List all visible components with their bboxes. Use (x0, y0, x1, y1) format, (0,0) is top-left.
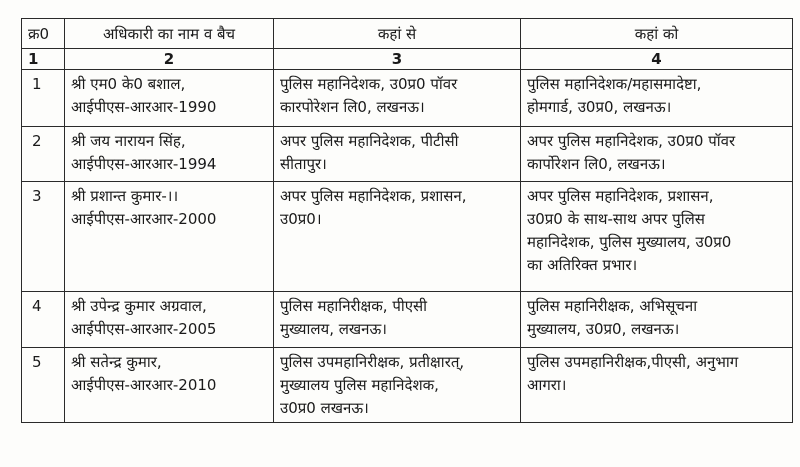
to-line: पुलिस महानिरीक्षक, अभिसूचना (527, 297, 698, 315)
from-line: पुलिस महानिरीक्षक, पीएसी (280, 297, 428, 315)
serial-cell: 5 (22, 348, 65, 423)
name-line: श्री सतेन्द्र कुमार, (71, 353, 162, 371)
name-cell (65, 70, 274, 127)
from-line: पुलिस उपमहानिरीक्षक, प्रतीक्षारत्, (280, 353, 465, 371)
column-number: 2 (65, 49, 274, 70)
from-cell (274, 292, 521, 348)
table-row (22, 127, 793, 182)
name-cell (65, 127, 274, 182)
to-cell (521, 292, 793, 348)
name-line: श्री जय नारायन सिंह, (71, 132, 186, 150)
name-line: श्री एम0 के0 बशाल, (71, 75, 186, 93)
header-row (22, 19, 793, 49)
from-line: सीतापुर। (280, 155, 327, 173)
from-line: उ0प्र0 लखनऊ। (280, 399, 369, 417)
from-line: मुख्यालय, लखनऊ। (280, 320, 387, 338)
serial-cell: 2 (22, 127, 65, 182)
column-number: 3 (274, 49, 521, 70)
from-line: अपर पुलिस महानिदेशक, पीटीसी (280, 132, 459, 150)
to-line: होमगार्ड, उ0प्र0, लखनऊ। (527, 98, 672, 116)
transfer-table (21, 18, 793, 423)
table-row (22, 348, 793, 423)
table-row (22, 182, 793, 292)
name-line: आईपीएस-आरआर-1994 (71, 155, 217, 173)
from-cell (274, 127, 521, 182)
header-serial: क्र0 (22, 19, 65, 49)
from-line: अपर पुलिस महानिदेशक, प्रशासन, (280, 187, 467, 205)
name-line: श्री प्रशान्त कुमार-।। (71, 187, 179, 205)
name-line: आईपीएस-आरआर-2000 (71, 210, 217, 228)
column-number: 4 (521, 49, 793, 70)
from-line: पुलिस महानिदेशक, उ0प्र0 पॉवर (280, 75, 458, 93)
to-line: कार्पोरेशन लि0, लखनऊ। (527, 155, 666, 173)
from-line: कारपोरेशन लि0, लखनऊ। (280, 98, 425, 116)
from-line: मुख्यालय पुलिस महानिदेशक, (280, 376, 439, 394)
to-line: मुख्यालय, उ0प्र0, लखनऊ। (527, 320, 680, 338)
name-cell (65, 182, 274, 292)
serial-cell: 4 (22, 292, 65, 348)
from-cell (274, 348, 521, 423)
to-line: आगरा। (527, 376, 567, 394)
serial-cell: 3 (22, 182, 65, 292)
from-cell (274, 182, 521, 292)
name-line: आईपीएस-आरआर-1990 (71, 98, 217, 116)
to-line: उ0प्र0 के साथ-साथ अपर पुलिस (527, 210, 705, 228)
serial-cell: 1 (22, 70, 65, 127)
table-row (22, 292, 793, 348)
table-row (22, 70, 793, 127)
header-to: कहां को (521, 19, 793, 49)
name-line: आईपीएस-आरआर-2005 (71, 320, 217, 338)
to-cell (521, 182, 793, 292)
to-line: का अतिरिक्त प्रभार। (527, 256, 638, 274)
name-cell (65, 292, 274, 348)
from-cell (274, 70, 521, 127)
header-from: कहां से (274, 19, 521, 49)
to-cell (521, 70, 793, 127)
to-line: अपर पुलिस महानिदेशक, उ0प्र0 पॉवर (527, 132, 736, 150)
to-cell (521, 348, 793, 423)
to-line: अपर पुलिस महानिदेशक, प्रशासन, (527, 187, 714, 205)
header-officer-name: अधिकारी का नाम व बैच (65, 19, 274, 49)
name-cell (65, 348, 274, 423)
to-line: महानिदेशक, पुलिस मुख्यालय, उ0प्र0 (527, 233, 732, 251)
column-number: 1 (22, 49, 65, 70)
to-line: पुलिस महानिदेशक/महासमादेष्टा, (527, 75, 702, 93)
from-line: उ0प्र0। (280, 210, 322, 228)
column-number-row (22, 49, 793, 70)
to-line: पुलिस उपमहानिरीक्षक,पीएसी, अनुभाग (527, 353, 739, 371)
name-line: श्री उपेन्द्र कुमार अग्रवाल, (71, 297, 207, 315)
name-line: आईपीएस-आरआर-2010 (71, 376, 217, 394)
to-cell (521, 127, 793, 182)
